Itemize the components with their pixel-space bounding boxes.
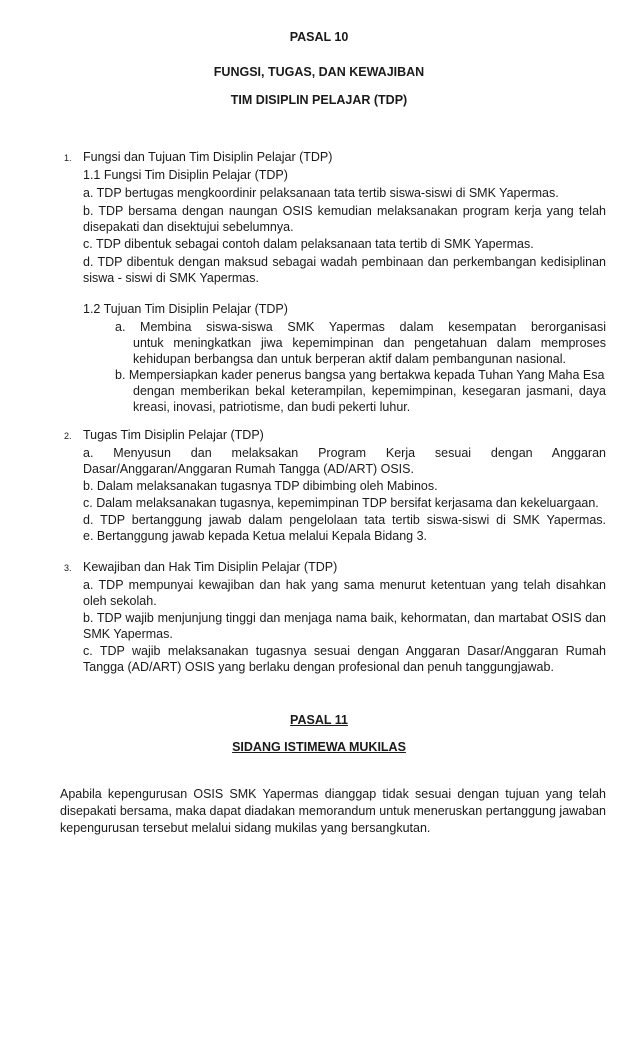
section-1-1-item-a: a. TDP bertugas mengkoordinir pelaksanaan tata tertib siswa-siswi di SMK Yapermas.	[83, 186, 559, 200]
section-2-heading: Tugas Tim Disiplin Pelajar (TDP)	[83, 428, 264, 442]
section-1-2-item-b-line3: kreasi, inovasi, patriotisme, dan budi pekerti luhur.	[133, 400, 411, 414]
section-2-number: 2.	[64, 431, 72, 441]
section-1-2-item-a-line1: a. Membina siswa-siswa SMK Yapermas dalam kesempatan berorganisasi	[115, 320, 606, 334]
section-3-item-b-line2: SMK Yapermas.	[83, 627, 173, 641]
pasal-11-subtitle: SIDANG ISTIMEWA MUKILAS	[232, 740, 406, 754]
section-1-1-heading: 1.1 Fungsi Tim Disiplin Pelajar (TDP)	[83, 168, 288, 182]
pasal-11-paragraph-line3: kepengurusan tersebut melalui sidang mukilas yang bersangkutan.	[60, 821, 431, 835]
section-3-item-a-line2: oleh sekolah.	[83, 594, 157, 608]
section-1-2-item-b-line1: b. Mempersiapkan kader penerus bangsa yang bertakwa kepada Tuhan Yang Maha Esa	[115, 368, 605, 382]
pasal-10-title: PASAL 10	[289, 30, 349, 44]
pasal-11-paragraph-line2: disepakati bersama, maka dapat diadakan memorandum untuk meneruskan pertanggung jawaban	[60, 804, 606, 818]
section-1-1-item-d-line1: d. TDP dibentuk dengan maksud sebagai wadah pembinaan dan perkembangan kedisiplinan	[83, 255, 606, 269]
section-2-item-a-line1: a. Menyusun dan melaksakan Program Kerja sesuai dengan Anggaran	[83, 446, 606, 460]
section-1-2-item-a-line3: kehidupan berbangsa dan untuk berperan aktif dalam pembangunan nasional.	[133, 352, 566, 366]
section-2-item-b: b. Dalam melaksanakan tugasnya TDP dibimbing oleh Mabinos.	[83, 479, 438, 493]
section-1-2-item-b-line2: dengan memberikan bekal keterampilan, kepemimpinan, kesegaran jasmani, daya	[133, 384, 606, 398]
pasal-10-subtitle: FUNGSI, TUGAS, DAN KEWAJIBAN	[213, 65, 425, 79]
pasal-11-paragraph-line1: Apabila kepengurusan OSIS SMK Yapermas dianggap tidak sesuai dengan tujuan yang telah	[60, 787, 606, 801]
section-3-number: 3.	[64, 563, 72, 573]
section-1-2-item-a-line2: untuk meningkatkan jiwa kepemimpinan dan pengetahuan dalam memproses	[133, 336, 606, 350]
section-2-item-a-line2: Dasar/Anggaran/Anggaran Rumah Tangga (AD/ART) OSIS.	[83, 462, 414, 476]
section-1-1-item-b-line2: disepakati dan disektujui sebelumnya.	[83, 220, 294, 234]
section-2-item-e: e. Bertanggung jawab kepada Ketua melalui Kepala Bidang 3.	[83, 529, 428, 543]
section-3-item-a-line1: a. TDP mempunyai kewajiban dan hak yang sama menurut ketentuan yang telah disahkan	[83, 578, 606, 592]
section-3-heading: Kewajiban dan Hak Tim Disiplin Pelajar (TDP)	[83, 560, 338, 574]
section-1-2-heading: 1.2 Tujuan Tim Disiplin Pelajar (TDP)	[83, 302, 288, 316]
section-3-item-c-line2: Tangga (AD/ART) OSIS yang berlaku dengan profesional dan penuh tanggungjawab.	[83, 660, 554, 674]
section-1-heading: Fungsi dan Tujuan Tim Disiplin Pelajar (TDP)	[83, 150, 333, 164]
section-3-item-b-line1: b. TDP wajib menjunjung tinggi dan menjaga nama baik, kehormatan, dan martabat OSIS dan	[83, 611, 606, 625]
section-1-1-item-b-line1: b. TDP bersama dengan naungan OSIS kemudian melaksanakan program kerja yang telah	[83, 204, 606, 218]
section-2-item-d: d. TDP bertanggung jawab dalam pengelolaan tata tertib siswa-siswi di SMK Yapermas.	[83, 513, 606, 527]
section-1-1-item-d-line2: siswa - siswi di SMK Yapermas.	[83, 271, 259, 285]
pasal-11-title: PASAL 11	[290, 713, 348, 727]
section-1-1-item-c: c. TDP dibentuk sebagai contoh dalam pelaksanaan tata tertib di SMK Yapermas.	[83, 237, 534, 251]
pasal-10-subtitle-2: TIM DISIPLIN PELAJAR (TDP)	[230, 93, 408, 107]
section-1-number: 1.	[64, 153, 72, 163]
section-2-item-c: c. Dalam melaksanakan tugasnya, kepemimpinan TDP bersifat kerjasama dan kekeluargaan.	[83, 496, 599, 510]
section-3-item-c-line1: c. TDP wajib melaksanakan tugasnya sesuai dengan Anggaran Dasar/Anggaran Rumah	[83, 644, 606, 658]
